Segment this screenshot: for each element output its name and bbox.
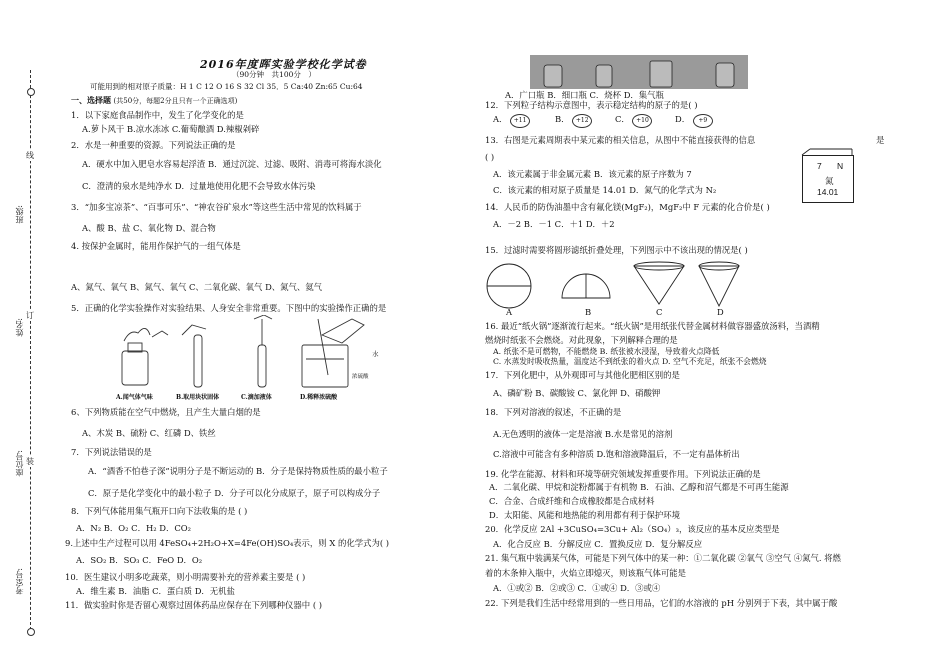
fig-label-b: B.取用块状固体: [176, 394, 220, 401]
binding-hole: [27, 88, 35, 96]
atom-diagram-d: +9: [693, 114, 713, 128]
question-1-options: A.萝卜风干 B.凉水冻冰 C.葡萄酿酒 D.辣椒剁碎: [82, 124, 260, 134]
filter-paper-figure: [484, 258, 744, 320]
question-2-options-cd: C．澄清的泉水是纯净水 D．过量地使用化肥不会导致水体污染: [82, 181, 316, 191]
question-14-options: A．－2 B．－1 C．＋1 D．＋2: [493, 219, 615, 229]
atom-diagram-b: +12: [572, 114, 592, 128]
bottle-shape: [122, 351, 148, 385]
section-heading: 一、选择题: [71, 95, 111, 105]
question-16: 16. 最近“纸火锅”逐渐流行起来。“纸火锅”是用纸张代替金属材料做容器盛放汤料，当酒精: [485, 321, 820, 331]
question-4-options: A、氮气、氧气 B、氮气、氧气 C、二氧化碳、氧气 D、氮气、氦气: [71, 282, 323, 292]
binding-hole: [27, 628, 35, 636]
exam-title: 2016年度晖实验学校化学试卷: [200, 58, 367, 71]
question-21-cont: 着的木条伸入瓶中，火焰立即熄灭，则该瓶气体可能是: [485, 568, 686, 578]
question-3: 3．“加多宝凉茶”、“百事可乐”、“神农谷矿泉水”等这些生活中常见的饮料属于: [71, 202, 362, 212]
section-note: (共50分，每题2分且只有一个正确选项): [113, 97, 238, 105]
question-21-options: A．①或② B．②或③ C．①或④ D．③或④: [493, 583, 661, 593]
question-19: 19. 化学在能源、材料和环境等研究领域发挥重要作用。下列说法正确的是: [485, 469, 761, 479]
class-label: 班级:: [15, 205, 24, 224]
question-16-cont: 燃烧时纸张不会燃烧。对此现象，下列解释合理的是: [485, 335, 678, 345]
q15-option-a: A: [506, 307, 513, 317]
question-21: 21. 集气瓶中装满某气体，可能是下列气体中的某一种：①二氧化碳 ②氧气 ③空气 ④氮气. 将燃: [485, 553, 841, 563]
question-2: 2．水是一种重要的资源。下列说法正确的是: [71, 140, 236, 150]
question-13-paren: ( ): [485, 152, 495, 162]
element-name: 氮: [825, 176, 834, 186]
fig-label-d: D.稀释浓硫酸: [300, 394, 338, 401]
fig-label-water: 水: [372, 350, 379, 358]
question-18-options-cd: C.溶液中可能含有多种溶质 D.饱和溶液降温后，不一定有晶体析出: [493, 449, 740, 459]
question-13: 13．右图是元素周期表中某元素的相关信息，从图中不能直接获得的信息: [485, 135, 756, 145]
container-photo: [530, 55, 748, 89]
atom-diagram-a: +11: [510, 114, 530, 128]
question-19-option-c: C．合金、合成纤维和合成橡胶都是合成材料: [489, 496, 655, 506]
question-6: 6、下列物质能在空气中燃烧，且产生大量白烟的是: [71, 407, 261, 417]
question-9-options: A．SO₂ B．SO₃ C．FeO D．O₂: [76, 555, 203, 565]
question-16-options-ab: A. 纸张不是可燃物，不能燃烧 B. 纸张被水浸湿，导致着火点降低: [493, 347, 720, 356]
atomic-mass: 14.01: [817, 187, 839, 197]
exam-subtitle: （90分钟 共100分 ）: [232, 70, 316, 79]
question-2-options-ab: A．硬水中加入肥皂水容易起浮渣 B．通过沉淀、过滤、吸附、消毒可将海水淡化: [82, 159, 382, 169]
question-7: 7．下列说法错误的是: [71, 447, 152, 457]
fig-label-acid: 浓硫酸: [352, 374, 369, 380]
question-1: 1．以下家庭食品制作中，发生了化学变化的是: [71, 110, 244, 120]
exam-room-label: 考室号:: [15, 568, 24, 595]
question-19-option-d: D．太阳能、风能和地热能的利用都有利于保护环境: [489, 510, 680, 520]
bind-mark: 装: [26, 457, 34, 466]
bind-mark: 订: [26, 311, 34, 320]
element-symbol: N: [837, 161, 844, 171]
question-18-options-ab: A.无色透明的液体一定是溶液 B.水是常见的溶剂: [493, 429, 673, 439]
question-4: 4. 按保护金属时，能用作保护气的一组气体是: [71, 241, 241, 251]
option-c-label: C．: [615, 114, 630, 124]
question-7-options-ab: A．“酒香不怕巷子深”说明分子是不断运动的 B．分子是保持物质性质的最小粒子: [88, 466, 388, 476]
question-6-options: A、木炭 B、硫粉 C、红磷 D、铁丝: [82, 428, 216, 438]
smoke-shape: [124, 328, 150, 341]
question-20-options: A．化合反应 B．分解反应 C．置换反应 D．复分解反应: [493, 539, 703, 549]
question-10-options: A．维生素 B．油脂 C．蛋白质 D．无机盐: [76, 586, 235, 596]
question-12: 12．下列粒子结构示意图中，表示稳定结构的原子的是( ): [485, 100, 698, 110]
question-3-options: A、酸 B、盐 C、氧化物 D、混合物: [82, 223, 216, 233]
question-5: 5．正确的化学实验操作对实验结果、人身安全非常重要。下图中的实验操作正确的是: [71, 303, 387, 313]
q15-option-c: C: [656, 307, 663, 317]
question-18: 18．下列对溶液的叙述，不正确的是: [485, 407, 622, 417]
option-b-label: B．: [555, 114, 570, 124]
q15-option-b: B: [585, 307, 592, 317]
atomic-masses: 可能用到的相对原子质量：H 1 C 12 O 16 S 32 Cl 35．5 Ca:40 Zn:65 Cu:64: [90, 82, 363, 91]
question-9: 9.上述中生产过程可以用 4FeSO₄+2H₂O+X=4Fe(OH)SO₄表示，则 X 的化学式为( ): [65, 538, 390, 548]
option-a-label: A．: [493, 114, 508, 124]
question-19-options-ab: A．二氧化碳、甲烷和淀粉都属于有机物 B．石油、乙醇和沼气都是不可再生能源: [489, 482, 789, 492]
name-label: 姓名:: [15, 318, 24, 337]
question-17: 17．下列化肥中，从外观即可与其他化肥相区别的是: [485, 370, 680, 380]
question-13-options-cd: C．该元素的相对原子质量是 14.01 D．氮气的化学式为 N₂: [493, 185, 717, 195]
atomic-number: 7: [817, 161, 822, 171]
atom-diagram-c: +10: [632, 114, 652, 128]
experiment-figure: [112, 315, 382, 400]
question-16-options-cd: C. 水蒸发时吸收热量，温度达不到纸张的着火点 D. 空气不充足，纸张不会燃烧: [493, 357, 767, 366]
question-15: 15．过滤时需要将圆形滤纸折叠处理，下列图示中不该出现的情况是( ): [485, 245, 748, 255]
question-11: 11．做实验时你是否留心观察过固体药品应保存在下列哪种仪器中 ( ): [65, 600, 323, 610]
element-box-frame: [790, 148, 854, 210]
question-13-options-ab: A．该元素属于非金属元素 B．该元素的原子序数为 7: [493, 169, 692, 179]
option-d-label: D．: [675, 114, 691, 124]
question-8-options: A．N₂ B．O₂ C．H₂ D．CO₂: [76, 523, 192, 533]
question-8: 8．下列气体能用集气瓶开口向下法收集的是 ( ): [71, 506, 248, 516]
question-22: 22. 下列是我们生活中经常用到的一些日用品，它们的水溶液的 pH 分别列于下表，其中属于酸: [485, 598, 838, 608]
q15-option-d: D: [717, 307, 724, 317]
question-20: 20．化学反应 2Al +3CuSO₄=3Cu+ Al₂（SO₄）₃，该反应的基本反应类型是: [485, 524, 780, 534]
question-13-cont: 是: [876, 135, 885, 145]
line-mark: 线: [26, 151, 34, 160]
fig-label-a: A.闻气体气味: [116, 394, 153, 401]
seat-label: 座位号:: [15, 450, 24, 477]
question-11-options: A．广口瓶 B．细口瓶 C．烧杯 D．集气瓶: [505, 90, 664, 100]
question-14: 14．人民币的防伪油墨中含有氟化镁(MgF₂)，MgF₂中 F 元素的化合价是( ): [485, 202, 770, 212]
question-17-options: A、磷矿粉 B、碳酸铵 C、氯化钾 D、硝酸钾: [493, 388, 661, 398]
fig-label-c: C.滴加液体: [241, 394, 272, 401]
question-7-options-cd: C．原子是化学变化中的最小粒子 D．分子可以化分成原子，原子可以构成分子: [88, 488, 381, 498]
question-10: 10．医生建议小明多吃蔬菜，则小明需要补充的营养素主要是 ( ): [65, 572, 306, 582]
